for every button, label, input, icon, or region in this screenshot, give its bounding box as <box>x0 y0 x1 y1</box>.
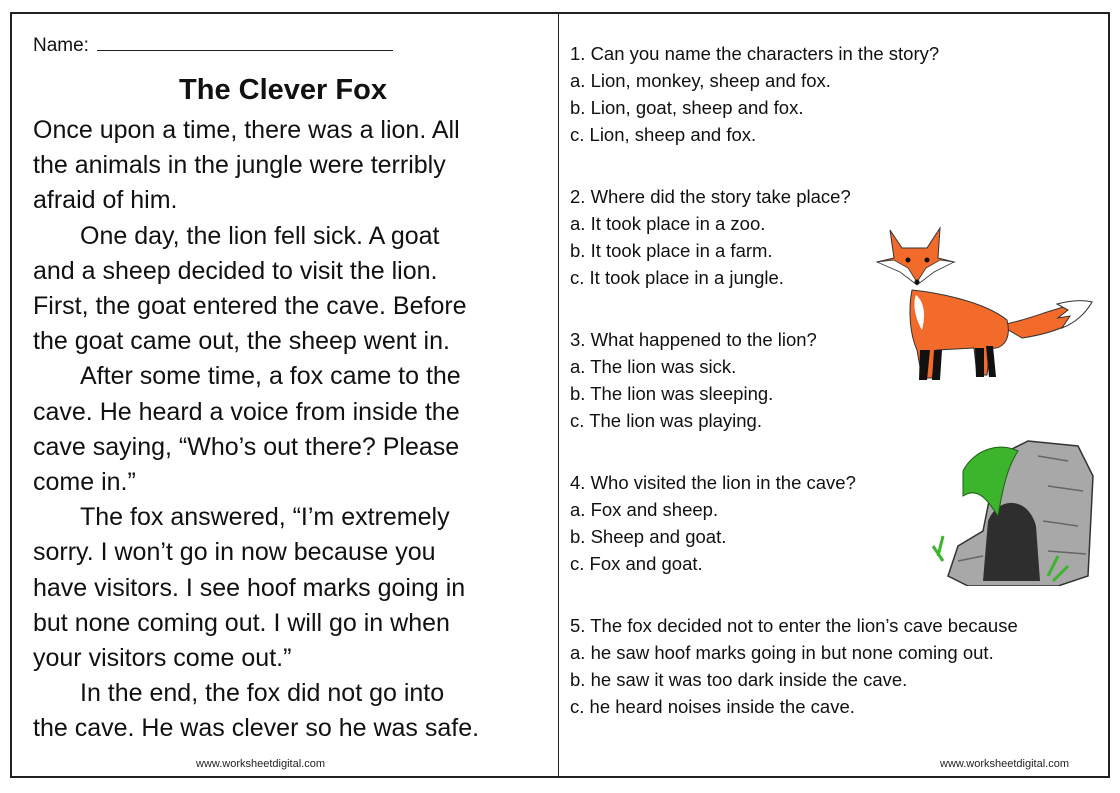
footer-website-right: www.worksheetdigital.com <box>940 758 1069 770</box>
question-block <box>570 40 1018 183</box>
answer-option[interactable]: a. It took place in a zoo. <box>570 213 766 234</box>
footer-website-left: www.worksheetdigital.com <box>196 758 325 770</box>
answer-option[interactable]: a. Lion, monkey, sheep and fox. <box>570 70 831 91</box>
question-text: 2. Where did the story take place? <box>570 186 851 207</box>
story-line: First, the goat entered the cave. Before <box>33 292 467 321</box>
story-line: sorry. I won’t go in now because you <box>33 538 436 567</box>
answer-option[interactable]: a. Fox and sheep. <box>570 499 719 520</box>
answer-option[interactable]: b. The lion was sleeping. <box>570 383 774 404</box>
story-title: The Clever Fox <box>179 74 387 106</box>
story-line: The fox answered, “I’m extremely <box>80 503 450 532</box>
question-text: 1. Can you name the characters in the story? <box>570 43 940 64</box>
question-text: 4. Who visited the lion in the cave? <box>570 472 856 493</box>
answer-option[interactable]: b. he saw it was too dark inside the cave. <box>570 669 908 690</box>
cave-illustration <box>928 436 1098 586</box>
name-field[interactable] <box>33 34 393 57</box>
story-line: and a sheep decided to visit the lion. <box>33 256 438 285</box>
answer-option[interactable]: c. he heard noises inside the cave. <box>570 696 855 717</box>
answer-option[interactable]: b. It took place in a farm. <box>570 240 773 261</box>
answer-option[interactable]: b. Lion, goat, sheep and fox. <box>570 97 804 118</box>
story-line: cave. He heard a voice from inside the <box>33 397 460 426</box>
question-text: 3. What happened to the lion? <box>570 329 817 350</box>
story-line: Once upon a time, there was a lion. All <box>33 116 460 144</box>
question-text: 5. The fox decided not to enter the lion’s cave because <box>570 615 1018 636</box>
story-line: In the end, the fox did not go into <box>80 679 445 708</box>
story-line: your visitors come out.” <box>33 644 292 673</box>
answer-option[interactable]: c. Lion, sheep and fox. <box>570 124 757 145</box>
fox-illustration <box>872 220 1097 385</box>
story-text <box>33 113 479 747</box>
story-line: One day, the lion fell sick. A goat <box>80 221 440 250</box>
answer-option[interactable]: c. Fox and goat. <box>570 553 703 574</box>
story-line: come in.” <box>33 468 136 497</box>
story-line: but none coming out. I will go in when <box>33 608 450 637</box>
column-divider <box>558 14 559 778</box>
answer-option[interactable]: b. Sheep and goat. <box>570 526 727 547</box>
answer-option[interactable]: c. The lion was playing. <box>570 410 762 431</box>
story-line: have visitors. I see hoof marks going in <box>33 573 466 602</box>
story-line: After some time, a fox came to the <box>80 362 461 391</box>
questions <box>570 40 1018 755</box>
question-block <box>570 612 1018 755</box>
name-line[interactable] <box>97 34 393 51</box>
answer-option[interactable]: a. he saw hoof marks going in but none coming out. <box>570 642 994 663</box>
story-line: the goat came out, the sheep went in. <box>33 327 450 356</box>
story-line: the animals in the jungle were terribly <box>33 151 446 180</box>
story-line: the cave. He was clever so he was safe. <box>33 714 480 743</box>
answer-option[interactable]: a. The lion was sick. <box>570 356 737 377</box>
answer-option[interactable]: c. It took place in a jungle. <box>570 267 784 288</box>
story-line: afraid of him. <box>33 186 178 215</box>
name-label: Name: <box>33 35 89 56</box>
story-line: cave saying, “Who’s out there? Please <box>33 432 460 461</box>
